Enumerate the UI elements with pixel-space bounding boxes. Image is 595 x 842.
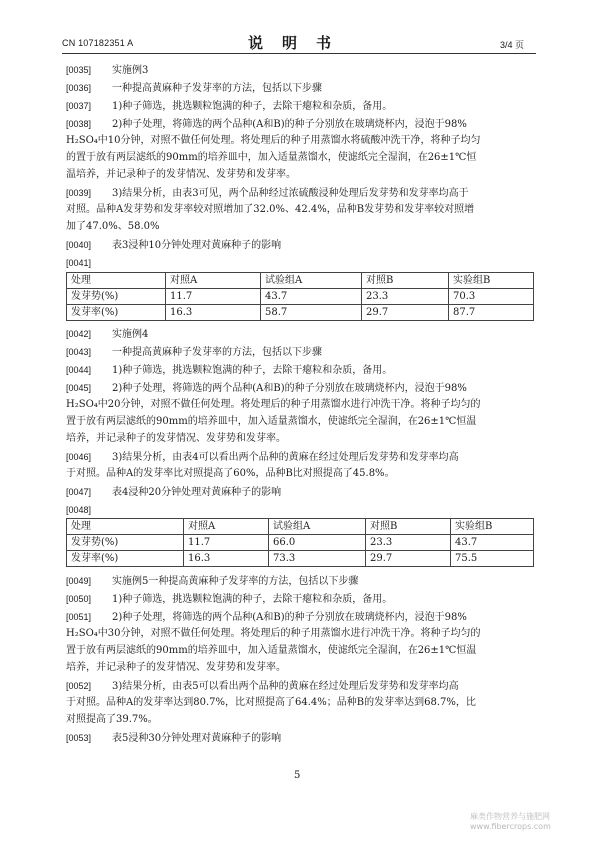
paragraph-line: 置于放有两层滤纸的90mm的培养皿中，加入适量蒸馏水，使滤纸完全湿润，在26±1℃恒温 <box>66 416 477 427</box>
paragraph-line: H₂SO₄中30分钟，对照不做任何处理。将处理后的种子用蒸馏水进行冲洗干净。将种子均匀的 <box>66 628 481 639</box>
paragraph-0040 <box>66 237 281 254</box>
paragraph-0035 <box>66 62 148 79</box>
paragraph-line: 于对照。品种A的发芽率比对照提高了60%，品种B比对照提高了45.8%。 <box>66 468 395 479</box>
paragraph-tag: [0035] <box>66 65 92 75</box>
table-cell: 73.3 <box>269 551 366 567</box>
table-header-row <box>67 273 534 289</box>
header-rule <box>62 53 536 54</box>
paragraph-line: 3)结果分析，由表4可以看出两个品种的黄麻在经过处理后发芽势和发芽率均高 <box>112 452 459 463</box>
paragraph-0038 <box>66 116 467 133</box>
table-cell: 对照B <box>366 519 451 535</box>
table-cell: 58.7 <box>261 305 362 321</box>
paragraph-tag: [0049] <box>66 576 92 586</box>
table-cell: 实验组B <box>451 519 534 535</box>
table-row <box>67 305 534 321</box>
table-cell: 16.3 <box>184 551 269 567</box>
paragraph-0039 <box>66 185 469 202</box>
paragraph-tag: [0036] <box>66 83 92 93</box>
paragraph-0036 <box>66 80 322 97</box>
table-cell: 16.3 <box>166 305 261 321</box>
paragraph-line: 置于放有两层滤纸的90mm的培养皿中，加入适量蒸馏水，使滤纸完全湿润，在26±1℃恒温 <box>66 645 477 656</box>
table-caption: 表5浸种30分钟处理对黄麻种子的影响 <box>112 733 282 744</box>
patent-number: CN 107182351 A <box>62 38 134 48</box>
table-cell: 43.7 <box>451 535 534 551</box>
paragraph-text: 实施例3 <box>112 65 149 76</box>
paragraph-text: 1)种子筛选，挑选颗粒饱满的种子，去除干瘪粒和杂质，备用。 <box>112 101 393 112</box>
table-cell: 70.3 <box>449 289 534 305</box>
paragraph-line: 加了47.0%、58.0% <box>66 221 160 232</box>
table-row <box>67 289 534 305</box>
table-caption: 表3浸种10分钟处理对黄麻种子的影响 <box>112 240 282 251</box>
paragraph-line: 于对照。品种A的发芽率达到80.7%，比对照提高了64.4%；品种B的发芽率达到68.7%，比 <box>66 697 476 708</box>
table-cell: 发芽势(%) <box>67 289 166 305</box>
table-cell: 29.7 <box>366 551 451 567</box>
paragraph-0041 <box>66 255 112 272</box>
table-cell: 87.7 <box>449 305 534 321</box>
document-title: 说 明 书 <box>248 34 334 52</box>
watermark <box>470 812 551 832</box>
paragraph-text: 1)种子筛选，挑选颗粒饱满的种子，去除干瘪粒和杂质，备用。 <box>112 594 393 605</box>
paragraph-0042 <box>66 326 148 343</box>
paragraph-tag: [0042] <box>66 329 92 339</box>
table-cell: 29.7 <box>362 305 449 321</box>
paragraph-text: 实施例4 <box>112 329 149 340</box>
paragraph-0037 <box>66 98 392 115</box>
paragraph-line: 对照提高了39.7%。 <box>66 714 158 725</box>
table-cell: 对照B <box>362 273 449 289</box>
paragraph-text: 一种提高黄麻种子发芽率的方法，包括以下步骤 <box>112 83 322 94</box>
paragraph-line: H₂SO₄中10分钟，对照不做任何处理。将处理后的种子用蒸馏水将硫酸冲洗干净，将种子均匀 <box>66 135 481 146</box>
paragraph-tag: [0047] <box>66 487 92 497</box>
paragraph-tag: [0044] <box>66 365 92 375</box>
table-row <box>67 535 534 551</box>
paragraph-line: 3)结果分析，由表5可以看出两个品种的黄麻在经过处理后发芽势和发芽率均高 <box>112 681 459 692</box>
table-caption: 表4浸种20分钟处理对黄麻种子的影响 <box>112 487 282 498</box>
table-cell: 11.7 <box>184 535 269 551</box>
paragraph-tag: [0045] <box>66 383 92 393</box>
paragraph-tag: [0043] <box>66 347 92 357</box>
paragraph-0050 <box>66 591 392 608</box>
table-row <box>67 551 534 567</box>
table-cell: 试验组A <box>261 273 362 289</box>
paragraph-line: H₂SO₄中20分钟，对照不做任何处理。将处理后的种子用蒸馏水进行冲洗干净。将种子均匀的 <box>66 399 481 410</box>
paragraph-tag: [0040] <box>66 240 92 250</box>
paragraph-0052 <box>66 678 459 695</box>
table-cell: 75.5 <box>451 551 534 567</box>
table-cell: 处理 <box>67 273 166 289</box>
paragraph-line: 对照。品种A发芽势和发芽率较对照增加了32.0%、42.4%，品种B发芽势和发芽率较对照增 <box>66 204 475 215</box>
table-cell: 处理 <box>67 519 184 535</box>
paragraph-tag: [0037] <box>66 101 92 111</box>
table-4 <box>66 518 534 567</box>
table-cell: 23.3 <box>362 289 449 305</box>
table-cell: 对照A <box>184 519 269 535</box>
paragraph-tag: [0041] <box>66 258 92 268</box>
paragraph-tag: [0051] <box>66 612 92 622</box>
table-cell: 实验组B <box>449 273 534 289</box>
paragraph-line: 温培养，并记录种子的发芽情况、发芽势和发芽率。 <box>66 169 296 180</box>
paragraph-0049 <box>66 573 358 590</box>
paragraph-text: 实施例5一种提高黄麻种子发芽率的方法，包括以下步骤 <box>112 576 359 587</box>
table-cell: 发芽势(%) <box>67 535 184 551</box>
table-cell: 66.0 <box>269 535 366 551</box>
table-cell: 对照A <box>166 273 261 289</box>
table-cell: 发芽率(%) <box>67 551 184 567</box>
table-cell: 43.7 <box>261 289 362 305</box>
watermark-line: www.fibercrops.com <box>470 822 551 831</box>
paragraph-tag: [0039] <box>66 188 92 198</box>
paragraph-tag: [0046] <box>66 452 92 462</box>
table-cell: 11.7 <box>166 289 261 305</box>
paragraph-0045 <box>66 380 467 397</box>
paragraph-tag: [0050] <box>66 594 92 604</box>
paragraph-text: 一种提高黄麻种子发芽率的方法，包括以下步骤 <box>112 347 322 358</box>
watermark-line: 麻类作物营养与施肥网 <box>470 812 550 821</box>
paragraph-0051 <box>66 609 467 626</box>
table-header-row <box>67 519 534 535</box>
paragraph-tag: [0048] <box>66 505 92 515</box>
paragraph-line: 3)结果分析，由表3可见，两个品种经过浓硫酸浸种处理后发芽势和发芽率均高于 <box>112 188 469 199</box>
paragraph-0043 <box>66 344 322 361</box>
paragraph-0047 <box>66 484 281 501</box>
paragraph-line: 培养，并记录种子的发芽情况、发芽势和发芽率。 <box>66 662 286 673</box>
paragraph-line: 2)种子处理，将筛选的两个品种(A和B)的种子分别放在玻璃烧杯内，浸泡于98% <box>112 119 467 130</box>
paragraph-line: 的置于放有两层滤纸的90mm的培养皿中，加入适量蒸馏水，使滤纸完全湿润，在26±1℃恒 <box>66 152 477 163</box>
paragraph-0046 <box>66 449 459 466</box>
page-indicator: 3/4 页 <box>500 40 525 50</box>
table-cell: 发芽率(%) <box>67 305 166 321</box>
paragraph-tag: [0038] <box>66 119 92 129</box>
table-cell: 23.3 <box>366 535 451 551</box>
paragraph-0044 <box>66 362 392 379</box>
paragraph-line: 培养，并记录种子的发芽情况、发芽势和发芽率。 <box>66 433 286 444</box>
paragraph-0053 <box>66 730 281 747</box>
table-cell: 试验组A <box>269 519 366 535</box>
paragraph-0048 <box>66 502 112 519</box>
paragraph-text: 1)种子筛选，挑选颗粒饱满的种子，去除干瘪粒和杂质，备用。 <box>112 365 393 376</box>
paragraph-tag: [0052] <box>66 681 92 691</box>
table-3 <box>66 272 534 321</box>
page-number: 5 <box>294 770 301 781</box>
paragraph-line: 2)种子处理，将筛选的两个品种(A和B)的种子分别放在玻璃烧杯内，浸泡于98% <box>112 612 467 623</box>
paragraph-tag: [0053] <box>66 733 92 743</box>
paragraph-line: 2)种子处理，将筛选的两个品种(A和B)的种子分别放在玻璃烧杯内，浸泡于98% <box>112 383 467 394</box>
